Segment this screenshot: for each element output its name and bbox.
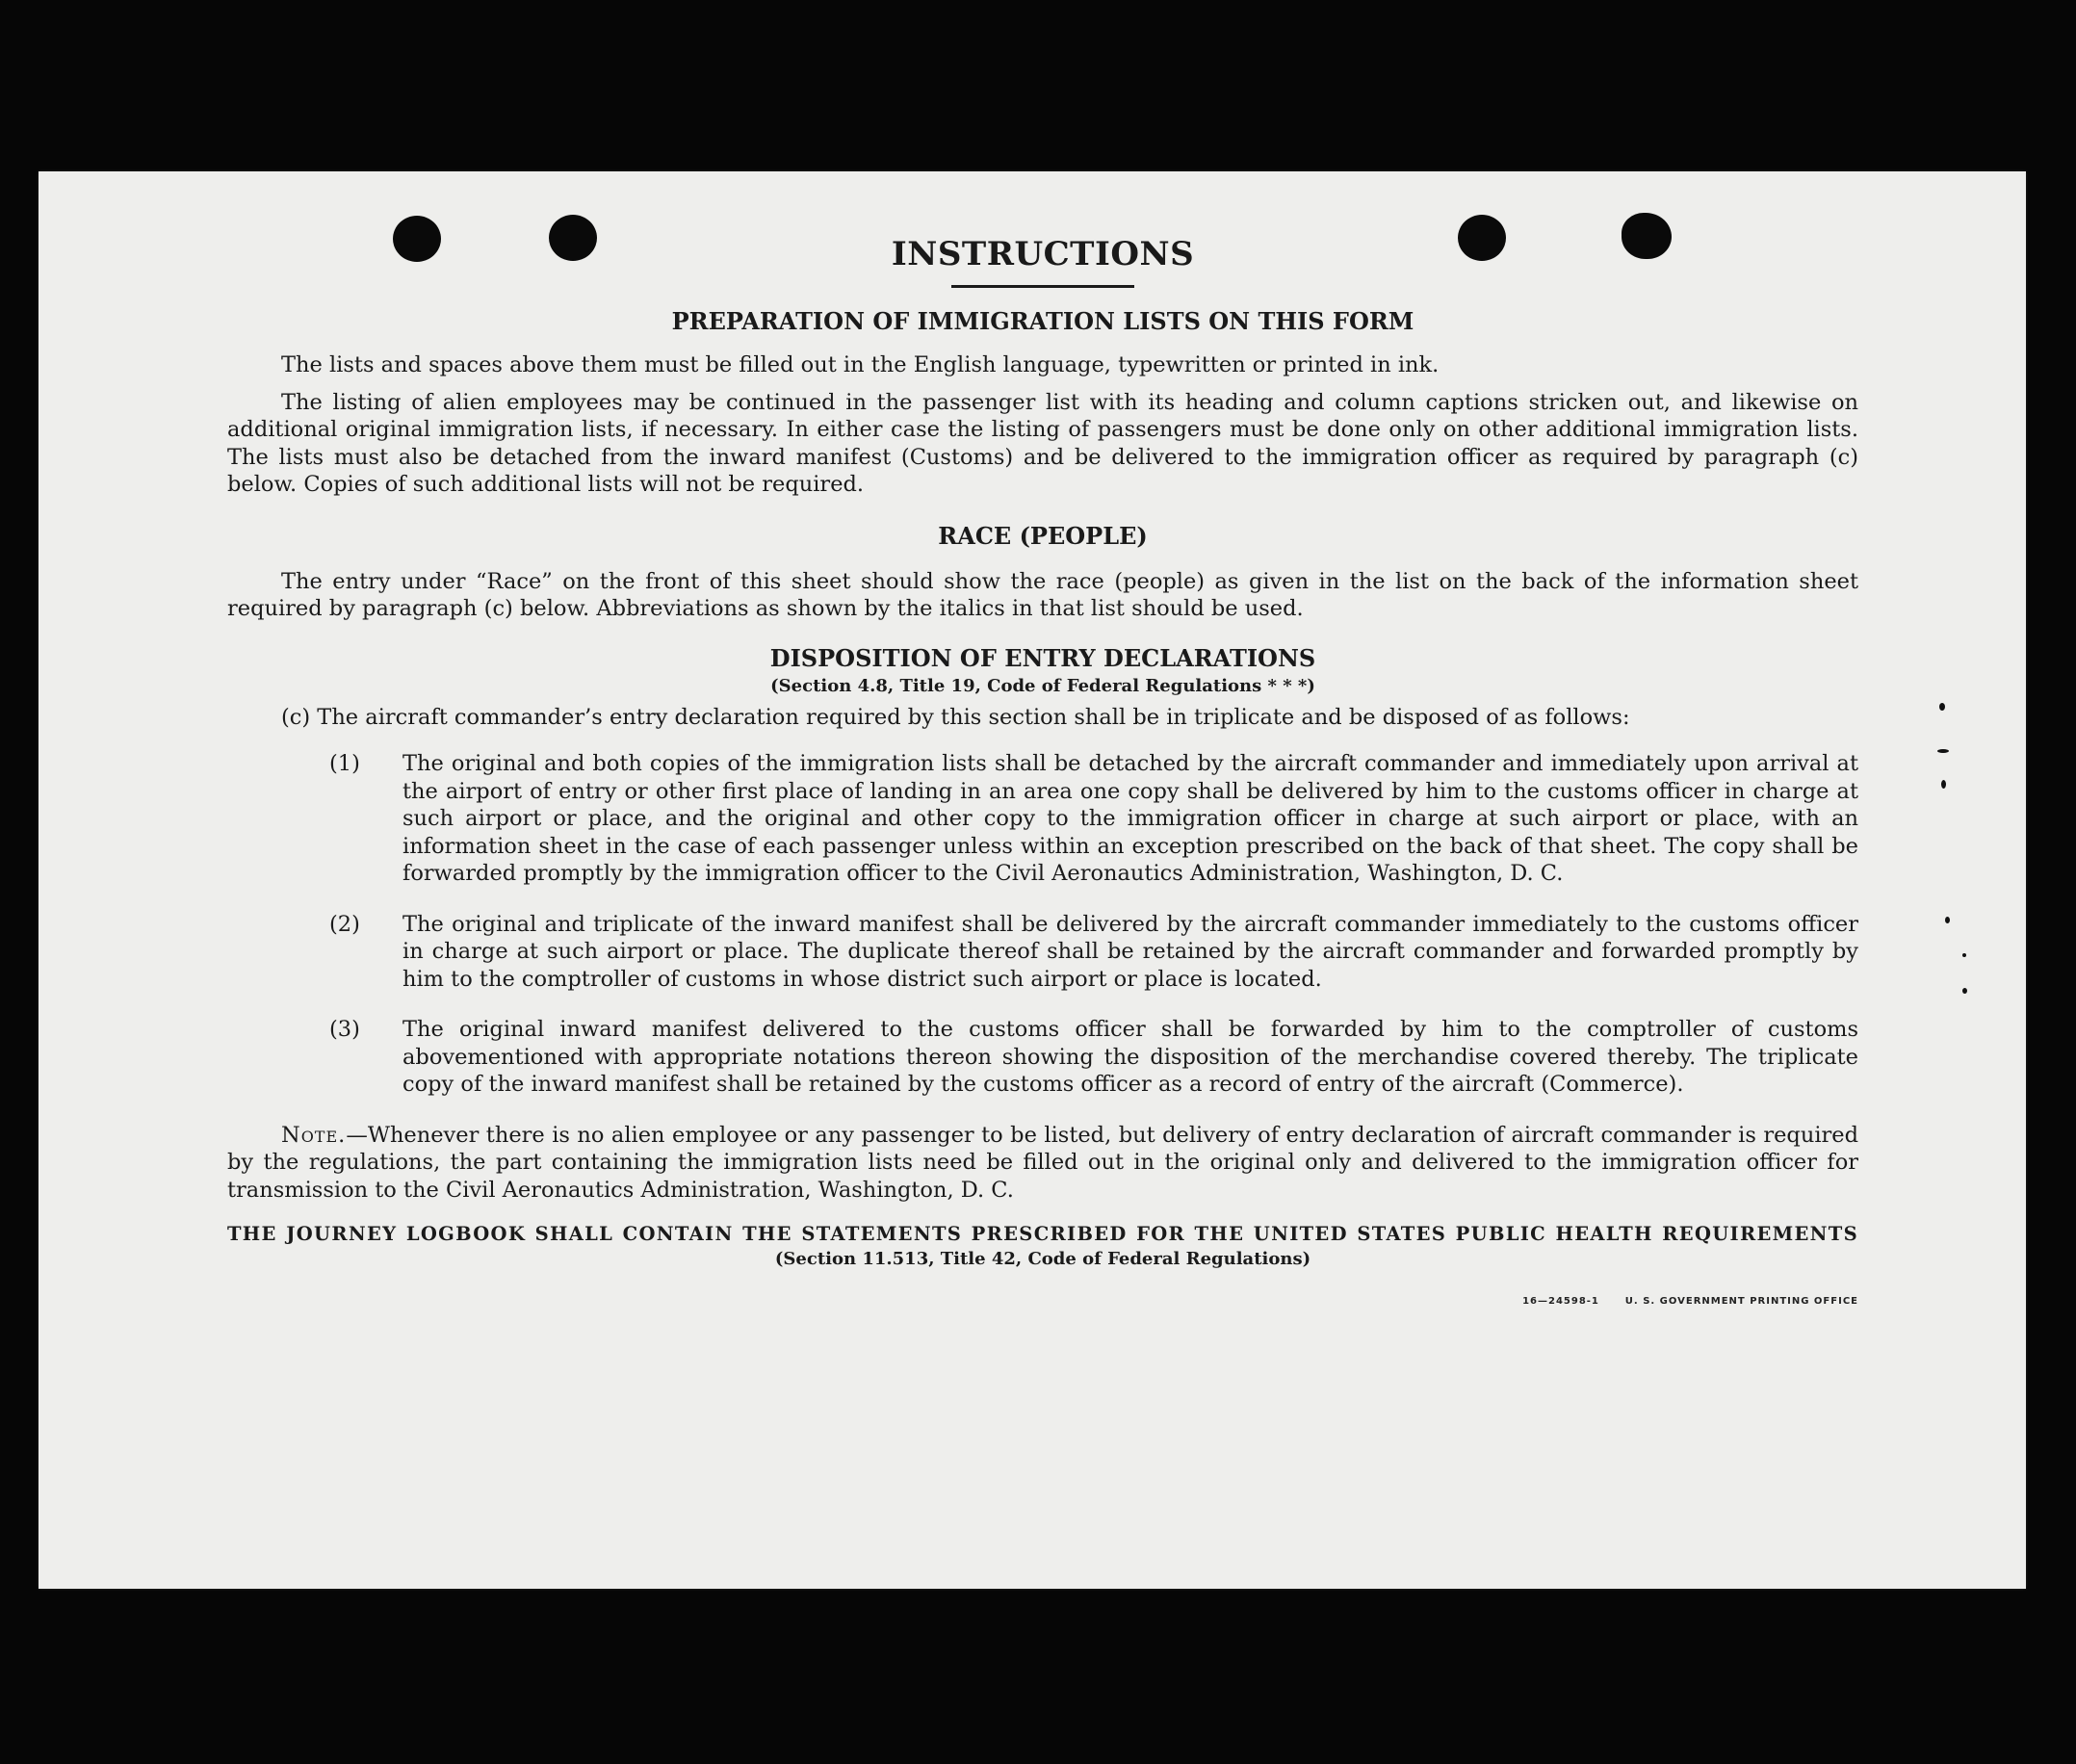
public-health-statement: THE JOURNEY LOGBOOK SHALL CONTAIN THE STATEMENTS PRESCRIBED FOR THE UNITED STATES PUBLIC HEALTH REQUIREMENTS [227, 1223, 1858, 1245]
item-text: The original inward manifest delivered to the customs officer shall be forwarded by him to the comptroller of customs abovementioned with appropriate notations thereon showing the disposition of the merchandise covered thereby. The triplicate copy of the inward manifest shall be retained by the customs officer as a record of entry of the aircraft (Commerce). [402, 1017, 1858, 1097]
race-heading: RACE (PEOPLE) [938, 521, 1148, 550]
note-paragraph [227, 1122, 1858, 1205]
print-code: 16—24598-1 [1522, 1296, 1599, 1307]
scan-speck [1939, 703, 1945, 711]
document-sheet [39, 171, 2026, 1589]
print-line [227, 1271, 1858, 1310]
preparation-paragraph-2: The listing of alien employees may be continued in the passenger list with its heading and column captions stricken out, and likewise on additional original immigration lists, if necessary. In either case the listing of passengers must be done only on other additional immigration lists. The lists must also be detached from the inward manifest (Customs) and be delivered to the immigration officer as required by paragraph (c) below. Copies of such additional lists will not be required. [227, 389, 1858, 497]
race-paragraph: The entry under “Race” on the front of this sheet should show the race (people) as given in the list on the back of the information sheet required by paragraph (c) below. Abbreviations as shown by the italics in that list should be used. [227, 568, 1858, 621]
item-number: (1) [329, 751, 360, 776]
scan-speck [1962, 988, 1967, 994]
printer-name: U. S. GOVERNMENT PRINTING OFFICE [1624, 1296, 1858, 1307]
preparation-heading: PREPARATION OF IMMIGRATION LISTS ON THIS FORM [671, 307, 1414, 335]
disposition-heading: DISPOSITION OF ENTRY DECLARATIONS [769, 643, 1316, 672]
preparation-paragraph-1: The lists and spaces above them must be filled out in the English language, typewritten or printed in ink. [281, 352, 1440, 377]
disposition-item-2 [227, 911, 1858, 994]
disposition-item-3 [227, 1016, 1858, 1099]
instructions-content [227, 233, 1858, 1310]
title-rule [951, 285, 1134, 288]
scan-speck [1962, 953, 1966, 957]
note-text: —Whenever there is no alien employee or any passenger to be listed, but delivery of entry declaration of aircraft commander is required by the regulations, the part containing the immigration lists need be filled out in the original only and delivered to the immigration officer for transmission to the Civil Aeronautics Administration, Washington, D. C. [227, 1122, 1858, 1203]
disposition-item-1 [227, 750, 1858, 888]
item-text: The original and both copies of the immigration lists shall be detached by the aircraft commander and immediately upon arrival at the airport of entry or other first place of landing in an area one copy shall be delivered by him to the customs officer in charge at such airport or place, and the original and other copy to the immigration officer in charge at such airport or place, with an information sheet in the case of each passenger unless within an exception prescribed on the back of that sheet. The copy shall be forwarded promptly by the immigration officer to the Civil Aeronautics Administration, Washington, D. C. [402, 751, 1858, 886]
scan-speck [1937, 749, 1949, 753]
item-number: (3) [329, 1017, 360, 1042]
item-number: (2) [329, 911, 360, 937]
printer-imprint [1522, 1296, 1858, 1307]
disposition-intro: (c) The aircraft commander’s entry declaration required by this section shall be in triplicate and be disposed of as follows: [281, 704, 1630, 730]
disposition-citation: (Section 4.8, Title 19, Code of Federal Regulations * * *) [770, 675, 1315, 696]
public-health-citation: (Section 11.513, Title 42, Code of Federal Regulations) [774, 1249, 1311, 1269]
note-label: Note. [281, 1122, 347, 1148]
scan-speck [1945, 917, 1950, 923]
page-title: INSTRUCTIONS [891, 235, 1195, 273]
scan-speck [1941, 780, 1946, 789]
item-text: The original and triplicate of the inward manifest shall be delivered by the aircraft commander immediately to the customs officer in charge at such airport or place. The duplicate thereof shall be retained by the aircraft commander and forwarded promptly by him to the comptroller of customs in whose district such airport or place is located. [402, 911, 1858, 992]
